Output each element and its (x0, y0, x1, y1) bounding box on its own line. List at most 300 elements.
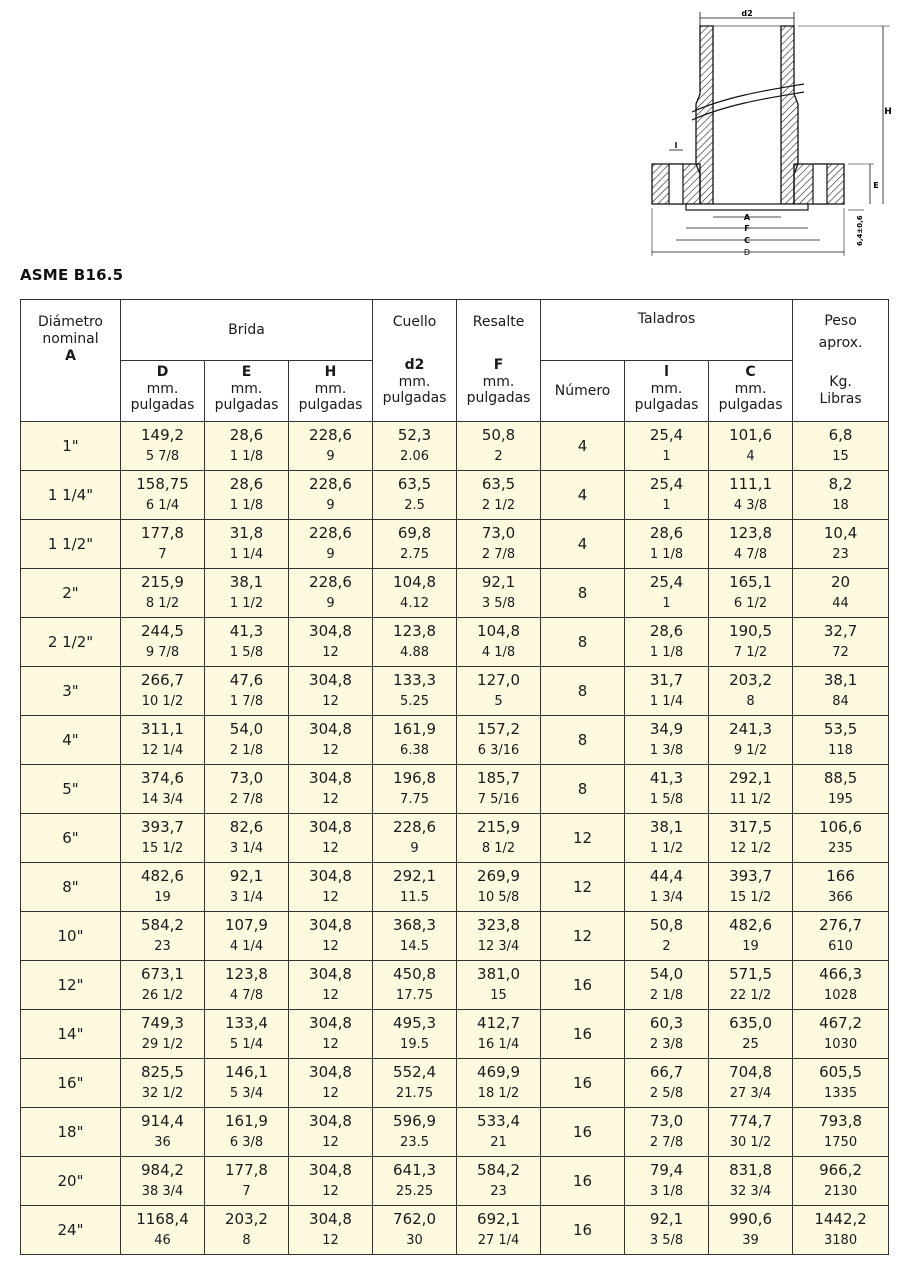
value-imperial: 2.5 (404, 498, 425, 513)
value-imperial: 12 (322, 792, 339, 807)
cell-numero: 8 (541, 765, 625, 814)
value-imperial: 1 (662, 498, 671, 513)
value-metric: 914,4 (141, 1112, 184, 1130)
cell-l (625, 765, 709, 814)
cell-f (457, 1059, 541, 1108)
cell-d (121, 765, 205, 814)
bolt-hole-right (813, 164, 827, 204)
cell-p (793, 422, 889, 471)
value-metric: 228,6 (309, 524, 352, 542)
value-metric: 25,4 (649, 475, 684, 493)
header-e: E mm. pulgadas (205, 361, 289, 422)
value-metric: 304,8 (309, 1112, 352, 1130)
value-imperial: 3 1/4 (229, 841, 264, 856)
cell-numero: 16 (541, 1108, 625, 1157)
value-metric: 635,0 (729, 1014, 773, 1032)
value-imperial: 14 3/4 (141, 792, 184, 807)
value-metric: 28,6 (229, 475, 264, 493)
value-metric: 54,0 (229, 720, 264, 738)
value-metric: 228,6 (309, 475, 352, 493)
flange-dimensions-table (20, 299, 889, 1255)
cell-d2 (373, 1059, 457, 1108)
value-imperial: 1 5/8 (649, 792, 684, 807)
value-metric: 228,6 (309, 426, 352, 444)
cell-c (709, 961, 793, 1010)
dim-e-label: E (873, 181, 879, 190)
value-imperial: 6 1/4 (145, 498, 180, 513)
cell-e (205, 471, 289, 520)
cell-c (709, 667, 793, 716)
value-metric: 228,6 (393, 818, 436, 836)
value-imperial: 4 7/8 (229, 988, 264, 1003)
value-metric: 73,0 (649, 1112, 684, 1130)
cell-d2 (373, 912, 457, 961)
cell-p (793, 765, 889, 814)
table-row (21, 667, 889, 716)
cell-l (625, 912, 709, 961)
cell-e (205, 569, 289, 618)
value-metric: 10,4 (823, 524, 858, 542)
value-imperial: 4 1/4 (229, 939, 264, 954)
value-metric: 123,8 (729, 524, 773, 542)
value-imperial: 32 3/4 (729, 1184, 772, 1199)
cell-f (457, 1010, 541, 1059)
value-metric: 304,8 (309, 769, 352, 787)
value-metric: 196,8 (393, 769, 436, 787)
cell-p (793, 618, 889, 667)
value-imperial: 9 (326, 547, 335, 562)
cell-l (625, 1059, 709, 1108)
value-metric: 241,3 (729, 720, 773, 738)
header-d2: d2 (404, 357, 425, 373)
cell-d (121, 1206, 205, 1255)
cell-d2 (373, 716, 457, 765)
cell-p (793, 667, 889, 716)
value-metric: 123,8 (225, 965, 268, 983)
value-metric: 292,1 (393, 867, 436, 885)
value-imperial: 2130 (824, 1184, 858, 1199)
header-resalte: Resalte F mm. pulgadas (457, 300, 541, 422)
cell-c (709, 1059, 793, 1108)
value-imperial: 4 1/8 (481, 645, 516, 660)
value-metric: 482,6 (729, 916, 773, 934)
cell-nominal: 24" (21, 1206, 121, 1255)
cell-e (205, 814, 289, 863)
value-imperial: 25 (742, 1037, 759, 1052)
value-imperial: 7 (242, 1184, 251, 1199)
value-metric: 304,8 (309, 916, 352, 934)
header-cuello: Cuello d2 mm. pulgadas (373, 300, 457, 422)
value-metric: 165,1 (729, 573, 773, 591)
value-metric: 292,1 (729, 769, 773, 787)
cell-numero: 8 (541, 667, 625, 716)
value-imperial: 5 1/4 (229, 1037, 264, 1052)
cell-c (709, 569, 793, 618)
value-imperial: 1 1/2 (649, 841, 684, 856)
value-imperial: 6 3/8 (229, 1135, 264, 1150)
value-metric: 596,9 (393, 1112, 436, 1130)
cell-f (457, 716, 541, 765)
value-metric: 673,1 (141, 965, 184, 983)
value-metric: 704,8 (729, 1063, 773, 1081)
value-imperial: 15 1/2 (729, 890, 772, 905)
value-metric: 304,8 (309, 965, 352, 983)
cell-h (289, 422, 373, 471)
value-imperial: 9 1/2 (733, 743, 768, 758)
cell-h (289, 863, 373, 912)
value-imperial: 8 (746, 694, 755, 709)
cell-nominal: 1 1/4" (21, 471, 121, 520)
cell-p (793, 814, 889, 863)
value-metric: 157,2 (477, 720, 520, 738)
cell-c (709, 520, 793, 569)
cell-e (205, 520, 289, 569)
value-imperial: 27 1/4 (477, 1233, 520, 1248)
value-metric: 166 (826, 867, 855, 885)
cell-d2 (373, 863, 457, 912)
value-imperial: 12 (322, 890, 339, 905)
value-metric: 984,2 (141, 1161, 184, 1179)
flange-drawing (638, 4, 900, 266)
cell-h (289, 1010, 373, 1059)
cell-numero: 4 (541, 422, 625, 471)
cell-d (121, 471, 205, 520)
value-imperial: 39 (742, 1233, 759, 1248)
table-row (21, 814, 889, 863)
value-metric: 467,2 (819, 1014, 863, 1032)
value-metric: 146,1 (225, 1063, 268, 1081)
cell-e (205, 765, 289, 814)
cell-l (625, 716, 709, 765)
cell-h (289, 1206, 373, 1255)
cell-l (625, 863, 709, 912)
value-imperial: 15 (490, 988, 507, 1003)
value-metric: 38,1 (229, 573, 264, 591)
value-imperial: 1 3/8 (649, 743, 684, 758)
value-metric: 215,9 (141, 573, 184, 591)
value-metric: 1442,2 (814, 1210, 867, 1228)
value-metric: 533,4 (477, 1112, 520, 1130)
value-metric: 53,5 (823, 720, 858, 738)
value-metric: 825,5 (141, 1063, 184, 1081)
cell-numero: 8 (541, 618, 625, 667)
cell-p (793, 471, 889, 520)
cell-d (121, 716, 205, 765)
cell-d2 (373, 961, 457, 1010)
value-imperial: 4 7/8 (733, 547, 768, 562)
value-metric: 50,8 (649, 916, 684, 934)
cell-c (709, 863, 793, 912)
cell-nominal: 18" (21, 1108, 121, 1157)
value-imperial: 19.5 (400, 1037, 429, 1052)
value-metric: 450,8 (393, 965, 436, 983)
value-imperial: 3 1/4 (229, 890, 264, 905)
cell-e (205, 422, 289, 471)
value-metric: 584,2 (141, 916, 184, 934)
value-imperial: 23.5 (400, 1135, 429, 1150)
dim-f-label: F (744, 224, 750, 233)
cell-h (289, 912, 373, 961)
value-metric: 44,4 (649, 867, 684, 885)
value-imperial: 12 (322, 1037, 339, 1052)
cell-l (625, 422, 709, 471)
value-imperial: 12 (322, 1135, 339, 1150)
cell-f (457, 569, 541, 618)
value-imperial: 12 (322, 939, 339, 954)
value-metric: 41,3 (649, 769, 684, 787)
cell-d2 (373, 422, 457, 471)
cell-h (289, 618, 373, 667)
value-metric: 190,5 (729, 622, 773, 640)
value-metric: 123,8 (393, 622, 436, 640)
header-brida: Brida (121, 300, 373, 361)
value-metric: 381,0 (477, 965, 520, 983)
header-peso: Peso aprox. Kg. Libras (793, 300, 889, 422)
value-metric: 323,8 (477, 916, 520, 934)
cell-e (205, 1157, 289, 1206)
value-imperial: 27 3/4 (729, 1086, 772, 1101)
cell-nominal: 1 1/2" (21, 520, 121, 569)
value-metric: 185,7 (477, 769, 520, 787)
cell-d2 (373, 1157, 457, 1206)
value-metric: 1168,4 (136, 1210, 189, 1228)
value-imperial: 9 (326, 596, 335, 611)
value-metric: 482,6 (141, 867, 184, 885)
cell-d (121, 814, 205, 863)
value-metric: 38,1 (649, 818, 684, 836)
value-imperial: 6 3/16 (477, 743, 520, 758)
cell-numero: 4 (541, 471, 625, 520)
value-imperial: 12 1/4 (141, 743, 184, 758)
cell-h (289, 765, 373, 814)
value-metric: 466,3 (819, 965, 863, 983)
value-imperial: 2.06 (400, 449, 429, 464)
header-c: C mm. pulgadas (709, 361, 793, 422)
dim-l-label: l (674, 141, 678, 150)
cell-d (121, 863, 205, 912)
cell-p (793, 1157, 889, 1206)
value-metric: 82,6 (229, 818, 264, 836)
cell-c (709, 814, 793, 863)
value-imperial: 2 3/8 (649, 1037, 684, 1052)
cell-h (289, 716, 373, 765)
cell-h (289, 569, 373, 618)
value-imperial: 4.12 (400, 596, 429, 611)
cell-f (457, 961, 541, 1010)
dim-d-label: D (743, 248, 751, 257)
header-numero: Número (541, 361, 625, 422)
value-metric: 266,7 (141, 671, 184, 689)
cell-p (793, 961, 889, 1010)
value-imperial: 3 1/8 (649, 1184, 684, 1199)
value-imperial: 30 (406, 1233, 423, 1248)
value-imperial: 5 (494, 694, 503, 709)
value-imperial: 11 1/2 (729, 792, 772, 807)
cell-d2 (373, 765, 457, 814)
value-imperial: 2 5/8 (649, 1086, 684, 1101)
cell-f (457, 1206, 541, 1255)
value-imperial: 12 (322, 645, 339, 660)
value-imperial: 16 1/4 (477, 1037, 520, 1052)
value-imperial: 3180 (824, 1233, 858, 1248)
value-imperial: 610 (828, 939, 853, 954)
value-imperial: 29 1/2 (141, 1037, 184, 1052)
value-metric: 149,2 (141, 426, 184, 444)
value-metric: 469,9 (477, 1063, 520, 1081)
value-metric: 269,9 (477, 867, 520, 885)
cell-d2 (373, 1108, 457, 1157)
cell-p (793, 1206, 889, 1255)
value-metric: 831,8 (729, 1161, 773, 1179)
value-imperial: 14.5 (400, 939, 429, 954)
value-metric: 32,7 (823, 622, 858, 640)
value-imperial: 3 5/8 (481, 596, 516, 611)
table-row (21, 765, 889, 814)
cell-nominal: 8" (21, 863, 121, 912)
value-metric: 60,3 (649, 1014, 684, 1032)
cell-d2 (373, 520, 457, 569)
value-imperial: 195 (828, 792, 853, 807)
value-metric: 749,3 (141, 1014, 184, 1032)
cell-c (709, 422, 793, 471)
value-metric: 34,9 (649, 720, 684, 738)
value-metric: 203,2 (729, 671, 773, 689)
cell-l (625, 1206, 709, 1255)
dim-d2-label: d2 (741, 9, 753, 18)
value-metric: 92,1 (649, 1210, 684, 1228)
cell-d (121, 1108, 205, 1157)
value-metric: 304,8 (309, 720, 352, 738)
value-metric: 107,9 (225, 916, 268, 934)
header-d: D mm. pulgadas (121, 361, 205, 422)
standard-title: ASME B16.5 (20, 266, 124, 284)
value-imperial: 1 1/4 (649, 694, 684, 709)
cell-d (121, 520, 205, 569)
value-metric: 215,9 (477, 818, 520, 836)
value-imperial: 1028 (824, 988, 858, 1003)
cell-c (709, 716, 793, 765)
value-imperial: 12 (322, 1184, 339, 1199)
value-imperial: 44 (832, 596, 849, 611)
value-imperial: 1 1/8 (229, 498, 264, 513)
value-metric: 127,0 (477, 671, 520, 689)
value-imperial: 6.38 (400, 743, 429, 758)
value-imperial: 8 1/2 (481, 841, 516, 856)
value-metric: 41,3 (229, 622, 264, 640)
cell-f (457, 520, 541, 569)
value-imperial: 23 (154, 939, 171, 954)
cell-nominal: 14" (21, 1010, 121, 1059)
cell-numero: 4 (541, 520, 625, 569)
value-imperial: 72 (832, 645, 849, 660)
value-metric: 177,8 (141, 524, 184, 542)
value-metric: 304,8 (309, 1161, 352, 1179)
value-imperial: 235 (828, 841, 853, 856)
cell-l (625, 667, 709, 716)
cell-numero: 16 (541, 1206, 625, 1255)
value-metric: 66,7 (649, 1063, 684, 1081)
cell-nominal: 1" (21, 422, 121, 471)
table-row (21, 1108, 889, 1157)
table-row (21, 520, 889, 569)
table-row (21, 716, 889, 765)
value-metric: 52,3 (397, 426, 432, 444)
value-metric: 244,5 (141, 622, 184, 640)
value-imperial: 1335 (824, 1086, 858, 1101)
cell-l (625, 1010, 709, 1059)
cell-d2 (373, 569, 457, 618)
table-row (21, 422, 889, 471)
cell-l (625, 520, 709, 569)
value-metric: 161,9 (225, 1112, 268, 1130)
value-imperial: 9 7/8 (145, 645, 180, 660)
value-imperial: 366 (828, 890, 853, 905)
cell-numero: 16 (541, 961, 625, 1010)
cell-p (793, 1010, 889, 1059)
value-metric: 69,8 (397, 524, 432, 542)
bore (713, 26, 781, 204)
value-metric: 133,3 (393, 671, 436, 689)
value-imperial: 8 (242, 1233, 251, 1248)
value-imperial: 1 1/2 (229, 596, 264, 611)
value-metric: 641,3 (393, 1161, 436, 1179)
cell-e (205, 1108, 289, 1157)
value-metric: 106,6 (819, 818, 863, 836)
cell-nominal: 5" (21, 765, 121, 814)
cell-c (709, 1206, 793, 1255)
cell-p (793, 1059, 889, 1108)
cell-f (457, 1157, 541, 1206)
value-imperial: 15 (832, 449, 849, 464)
cell-l (625, 1108, 709, 1157)
cell-f (457, 471, 541, 520)
value-imperial: 2 1/8 (649, 988, 684, 1003)
value-metric: 317,5 (729, 818, 773, 836)
value-metric: 88,5 (823, 769, 858, 787)
value-imperial: 2 1/2 (481, 498, 516, 513)
value-metric: 393,7 (141, 818, 184, 836)
value-imperial: 5.25 (400, 694, 429, 709)
value-metric: 177,8 (225, 1161, 268, 1179)
value-imperial: 32 1/2 (141, 1086, 184, 1101)
value-imperial: 12 (322, 988, 339, 1003)
cell-e (205, 618, 289, 667)
value-imperial: 4 (746, 449, 755, 464)
cell-f (457, 912, 541, 961)
cell-c (709, 1108, 793, 1157)
value-metric: 584,2 (477, 1161, 520, 1179)
value-metric: 276,7 (819, 916, 863, 934)
header-taladros: Taladros (541, 300, 793, 361)
value-imperial: 5 3/4 (229, 1086, 264, 1101)
value-imperial: 25.25 (395, 1184, 434, 1199)
cell-p (793, 520, 889, 569)
value-metric: 101,6 (729, 426, 773, 444)
value-imperial: 1 1/8 (649, 645, 684, 660)
cell-d2 (373, 618, 457, 667)
value-imperial: 18 (832, 498, 849, 513)
value-imperial: 19 (154, 890, 171, 905)
cell-e (205, 961, 289, 1010)
value-imperial: 1 7/8 (229, 694, 264, 709)
cell-e (205, 863, 289, 912)
cell-numero: 16 (541, 1059, 625, 1108)
value-metric: 304,8 (309, 818, 352, 836)
value-imperial: 7 1/2 (733, 645, 768, 660)
value-imperial: 12 (322, 743, 339, 758)
cell-numero: 16 (541, 1010, 625, 1059)
value-metric: 692,1 (477, 1210, 520, 1228)
